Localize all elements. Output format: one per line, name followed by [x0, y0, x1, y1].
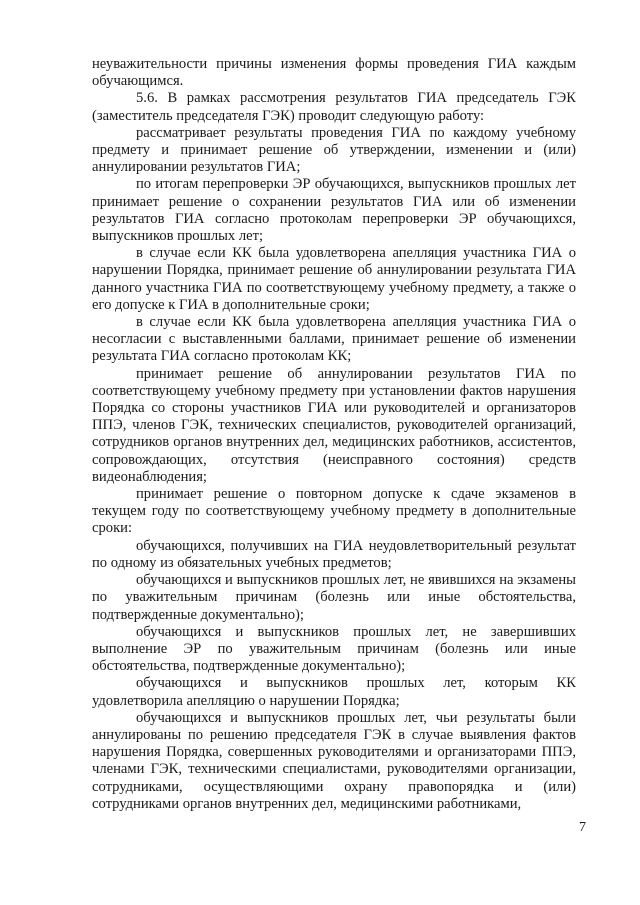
paragraph: по итогам перепроверки ЭР обучающихся, выпускников прошлых лет принимает решение о сохранении результатов ГИА или об изменении результатов ГИА согласно протоколам перепроверки ЭР обучающихся, выпускников прошлых лет;	[92, 176, 576, 245]
document-body	[92, 56, 576, 813]
list-item: обучающихся и выпускников прошлых лет, не завершивших выполнение ЭР по уважительным причинам (болезнь или иные обстоятельства, подтвержденные документально);	[92, 623, 576, 675]
paragraph: принимает решение о повторном допуске к сдаче экзаменов в текущем году по соответствующему учебному предмету в дополнительные сроки:	[92, 486, 576, 537]
section-5-6-heading-paragraph: 5.6. В рамках рассмотрения результатов ГИА председатель ГЭК (заместитель председателя ГЭК) проводит следующую работу:	[92, 90, 576, 124]
paragraph: рассматривает результаты проведения ГИА по каждому учебному предмету и принимает решение об утверждении, изменении и (или) аннулировании результатов ГИА;	[92, 124, 576, 176]
list-item: обучающихся и выпускников прошлых лет, которым КК удовлетворила апелляцию о нарушении Порядка;	[92, 675, 576, 709]
list-item: обучающихся, получивших на ГИА неудовлетворительный результат по одному из обязательных учебных предметов;	[92, 537, 576, 571]
paragraph: неуважительности причины изменения формы проведения ГИА каждым обучающимся.	[92, 56, 576, 90]
paragraph: в случае если КК была удовлетворена апелляция участника ГИА о нарушении Порядка, принимает решение об аннулировании результата ГИА данного участника ГИА по соответствующему учебному предмету, а также о его допуске к ГИА в дополнительные сроки;	[92, 245, 576, 313]
paragraph: принимает решение об аннулировании результатов ГИА по соответствующему учебному предмету при установлении фактов нарушения Порядка со стороны участников ГИА или руководителей и организаторов ППЭ, членов ГЭК, технических специалистов, руководителей организаций, сотрудников органов внутренних дел, медицинских работников, ассистентов, сопровождающих, отсутствия (неисправного состояния) средств видеонаблюдения;	[92, 365, 576, 485]
paragraph: в случае если КК была удовлетворена апелляция участника ГИА о несогласии с выставленными баллами, принимает решение об изменении результата ГИА согласно протоколам КК;	[92, 314, 576, 365]
page-number: 7	[579, 820, 586, 835]
list-item: обучающихся и выпускников прошлых лет, не явившихся на экзамены по уважительным причинам (болезнь или иные обстоятельства, подтвержденные документально);	[92, 572, 576, 623]
list-item: обучающихся и выпускников прошлых лет, чьи результаты были аннулированы по решению председателя ГЭК в случае выявления фактов нарушения Порядка, совершенных руководителями и организаторами ППЭ, членами ГЭК, техническими специалистами, руководителями организации, сотрудниками, осуществляющими охрану правопорядка и (или) сотрудниками органов внутренних дел, медицинскими работниками,	[92, 709, 576, 812]
